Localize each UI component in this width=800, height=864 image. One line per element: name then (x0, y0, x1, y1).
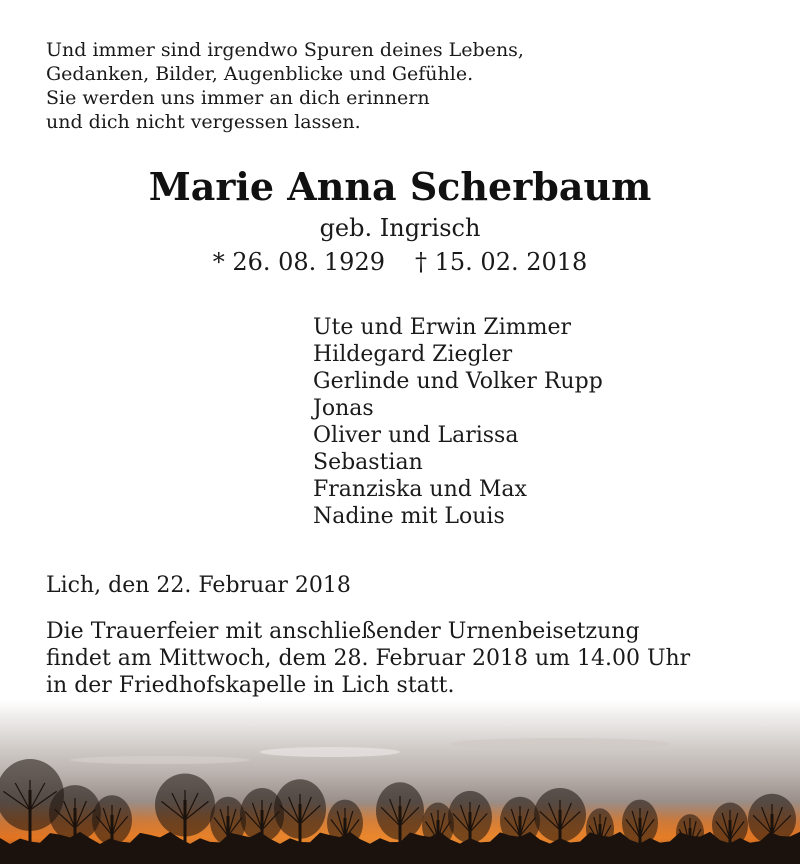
mourner-entry: Sebastian (313, 450, 423, 475)
cloud (450, 738, 670, 750)
poem-line: Und immer sind irgendwo Spuren deines Lebens, (46, 39, 524, 61)
service-line: findet am Mittwoch, dem 28. Februar 2018 um 14.00 Uhr (46, 646, 691, 671)
poem-line: Gedanken, Bilder, Augenblicke und Gefühle. (46, 63, 474, 85)
maiden-name: geb. Ingrisch (319, 214, 481, 242)
life-dates (0, 246, 800, 278)
place-and-date: Lich, den 22. Februar 2018 (46, 573, 351, 598)
birth-date: * 26. 08. 1929 (212, 248, 385, 276)
cloud (70, 756, 250, 764)
mourner-entry: Oliver und Larissa (313, 423, 519, 448)
poem-line: und dich nicht vergessen lassen. (46, 111, 361, 133)
mourner-entry: Nadine mit Louis (313, 504, 505, 529)
mourner-entry: Franziska und Max (313, 477, 527, 502)
mourners-list (313, 314, 603, 530)
poem-verse (46, 38, 524, 134)
mourner-entry: Jonas (313, 396, 374, 421)
ground (0, 850, 800, 864)
service-line: in der Friedhofskapelle in Lich statt. (46, 673, 455, 698)
deceased-name: Marie Anna Scherbaum (148, 164, 652, 209)
cloud (260, 747, 400, 757)
sunset-landscape-image (0, 700, 800, 864)
mourner-entry: Hildegard Ziegler (313, 342, 513, 367)
death-date: † 15. 02. 2018 (415, 248, 588, 276)
funeral-service-info (46, 618, 690, 699)
service-line: Die Trauerfeier mit anschließender Urnenbeisetzung (46, 619, 640, 644)
poem-line: Sie werden uns immer an dich erinnern (46, 87, 430, 109)
mourner-entry: Ute und Erwin Zimmer (313, 315, 571, 340)
mourner-entry: Gerlinde und Volker Rupp (313, 369, 603, 394)
